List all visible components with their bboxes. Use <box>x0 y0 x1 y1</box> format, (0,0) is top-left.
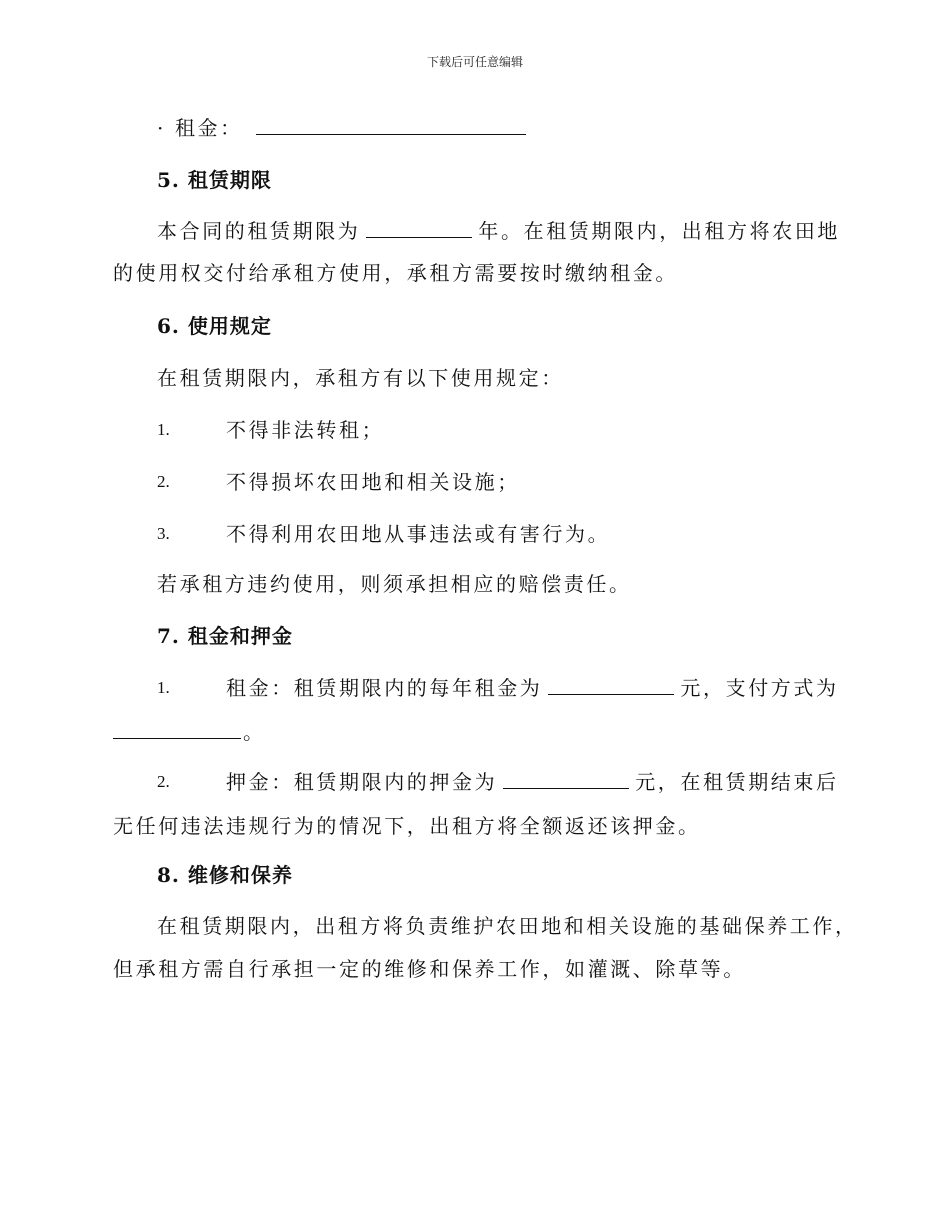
section6-intro: 在租赁期限内，承租方有以下使用规定： <box>157 366 564 390</box>
rent-clause-text-a2: 元，支付方式为 <box>680 676 839 700</box>
section8-heading: 8. 维修和保养 <box>157 863 293 887</box>
payment-method-blank <box>113 718 241 739</box>
list-item-number: 1. <box>157 678 170 697</box>
section5-text-a2: 年。在租赁期限内，出租方将农田地 <box>478 219 841 243</box>
list-item-number: 2. <box>157 472 170 491</box>
list-item-number: 3. <box>157 524 170 543</box>
rent-blank <box>256 114 526 135</box>
bullet: · <box>157 116 166 140</box>
deposit-clause-text-a1: 押金：租赁期限内的押金为 <box>226 770 498 794</box>
list-item-text: 不得非法转租； <box>226 418 385 442</box>
deposit-blank <box>503 768 629 789</box>
list-item-text: 不得损坏农田地和相关设施； <box>226 470 520 494</box>
list-item-number: 1. <box>157 420 170 439</box>
section6-closing: 若承租方违约使用，则须承担相应的赔偿责任。 <box>157 572 632 596</box>
section5-heading: 5. 租赁期限 <box>157 168 272 192</box>
rent-clause-text-a1: 租金：租赁期限内的每年租金为 <box>226 676 543 700</box>
rent-clause-line1 <box>226 674 839 702</box>
list-item-text: 不得利用农田地从事违法或有害行为。 <box>226 522 611 546</box>
rent-clause-line2 <box>113 718 266 746</box>
list-item-number: 2. <box>157 772 170 791</box>
deposit-clause-line1 <box>226 768 839 796</box>
section5-para-line1 <box>157 217 840 245</box>
rent-clause-text-b: 。 <box>243 720 266 744</box>
header-watermark: 下载后可任意编辑 <box>426 55 523 69</box>
annual-rent-blank <box>548 674 674 695</box>
section5-text-a1: 本合同的租赁期限为 <box>157 219 361 243</box>
section6-heading: 6. 使用规定 <box>157 314 272 338</box>
section7-heading: 7. 租金和押金 <box>157 624 293 648</box>
rent-label: 租金： <box>174 116 243 140</box>
section5-para-line2: 的使用权交付给承租方使用，承租方需要按时缴纳租金。 <box>113 261 678 285</box>
section8-para-line1: 在租赁期限内，出租方将负责维护农田地和相关设施的基础保养工作， <box>157 914 858 938</box>
deposit-clause-text-a2: 元，在租赁期结束后 <box>635 770 839 794</box>
deposit-clause-line2: 无任何违法违规行为的情况下，出租方将全额返还该押金。 <box>113 814 701 838</box>
rent-line <box>157 114 532 142</box>
term-years-blank <box>366 217 472 238</box>
section8-para-line2: 但承租方需自行承担一定的维修和保养工作，如灌溉、除草等。 <box>113 957 746 981</box>
